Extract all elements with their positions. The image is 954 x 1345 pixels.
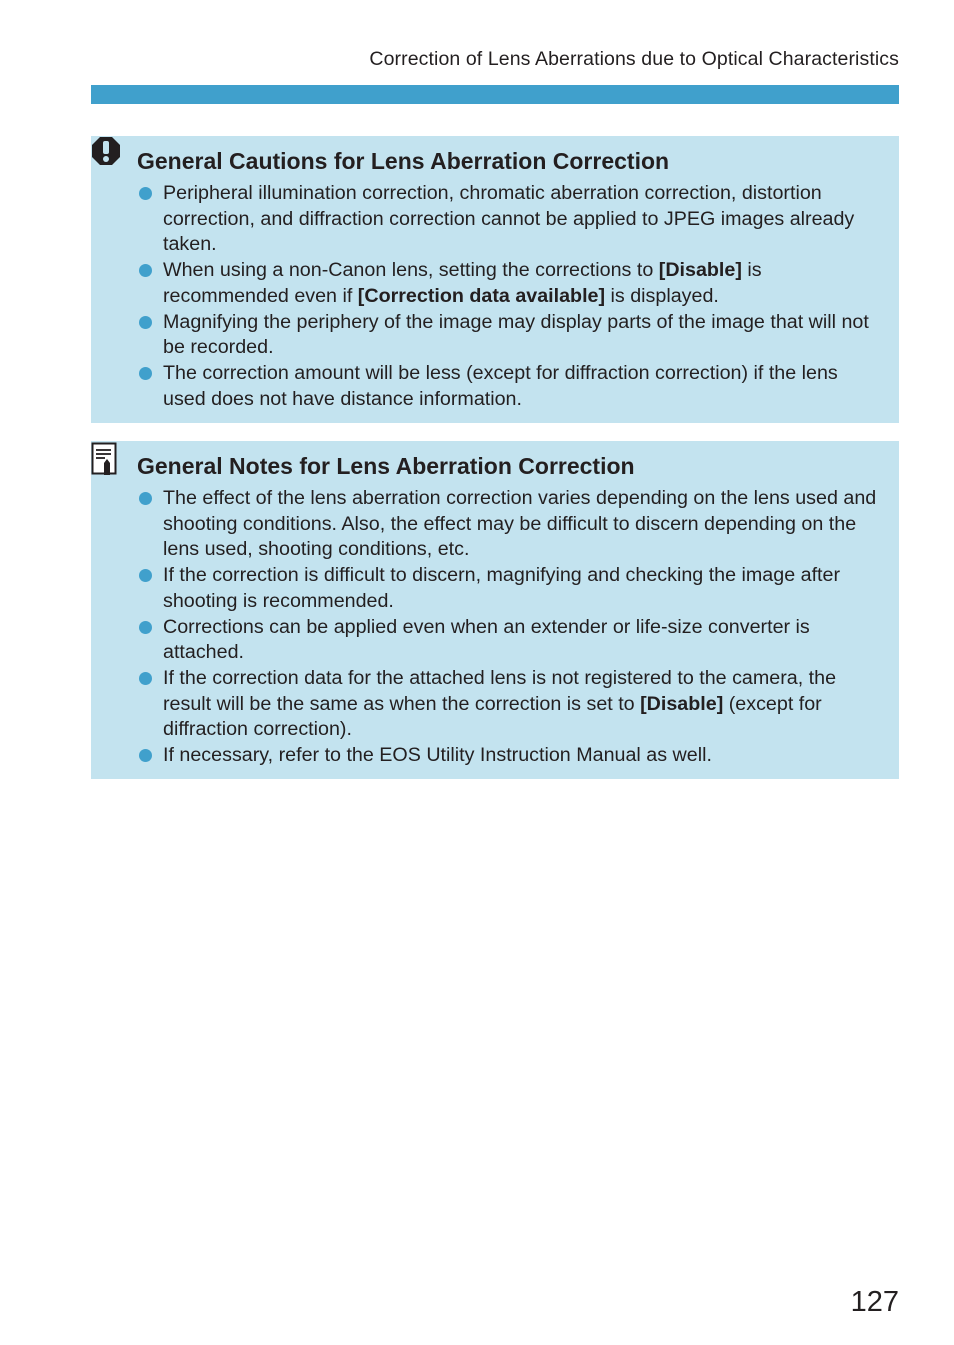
bullet-icon bbox=[139, 187, 152, 200]
list-item: Magnifying the periphery of the image may display parts of the image that will not be recorded. bbox=[137, 310, 885, 361]
bullet-icon bbox=[139, 492, 152, 505]
bullet-icon bbox=[139, 749, 152, 762]
list-item: The correction amount will be less (except for diffraction correction) if the lens used does not have distance information. bbox=[137, 361, 885, 412]
caution-list bbox=[137, 181, 885, 412]
bullet-icon bbox=[139, 367, 152, 380]
caution-title: General Cautions for Lens Aberration Correction bbox=[137, 148, 670, 174]
page-number: 127 bbox=[850, 1286, 899, 1318]
memo-icon bbox=[91, 442, 119, 481]
list-item: If the correction is difficult to discern, magnifying and checking the image after shooting is recommended. bbox=[137, 563, 885, 614]
list-item: If the correction data for the attached lens is not registered to the camera, the result will be the same as when the correction is set to [Disable] (except for diffraction correction). bbox=[137, 666, 885, 743]
notes-list bbox=[137, 486, 885, 769]
list-item: The effect of the lens aberration correction varies depending on the lens used and shooting conditions. Also, the effect may be difficult to discern depending on the lens used, shooting conditions, etc. bbox=[137, 486, 885, 563]
list-item: Peripheral illumination correction, chromatic aberration correction, distortion correction, and diffraction correction cannot be applied to JPEG images already taken. bbox=[137, 181, 885, 258]
bullet-icon bbox=[139, 264, 152, 277]
notes-box bbox=[91, 441, 899, 779]
caution-box bbox=[91, 136, 899, 423]
caution-icon bbox=[91, 136, 121, 171]
bullet-icon bbox=[139, 569, 152, 582]
list-item: When using a non-Canon lens, setting the corrections to [Disable] is recommended even if [Correction data available] is displayed. bbox=[137, 258, 885, 309]
notes-title: General Notes for Lens Aberration Correction bbox=[137, 453, 635, 479]
list-item: If necessary, refer to the EOS Utility Instruction Manual as well. bbox=[137, 743, 885, 769]
header-bar bbox=[91, 85, 899, 104]
bullet-icon bbox=[139, 316, 152, 329]
bullet-icon bbox=[139, 621, 152, 634]
bullet-icon bbox=[139, 672, 152, 685]
running-header: Correction of Lens Aberrations due to Optical Characteristics bbox=[369, 48, 899, 70]
list-item: Corrections can be applied even when an extender or life-size converter is attached. bbox=[137, 615, 885, 666]
